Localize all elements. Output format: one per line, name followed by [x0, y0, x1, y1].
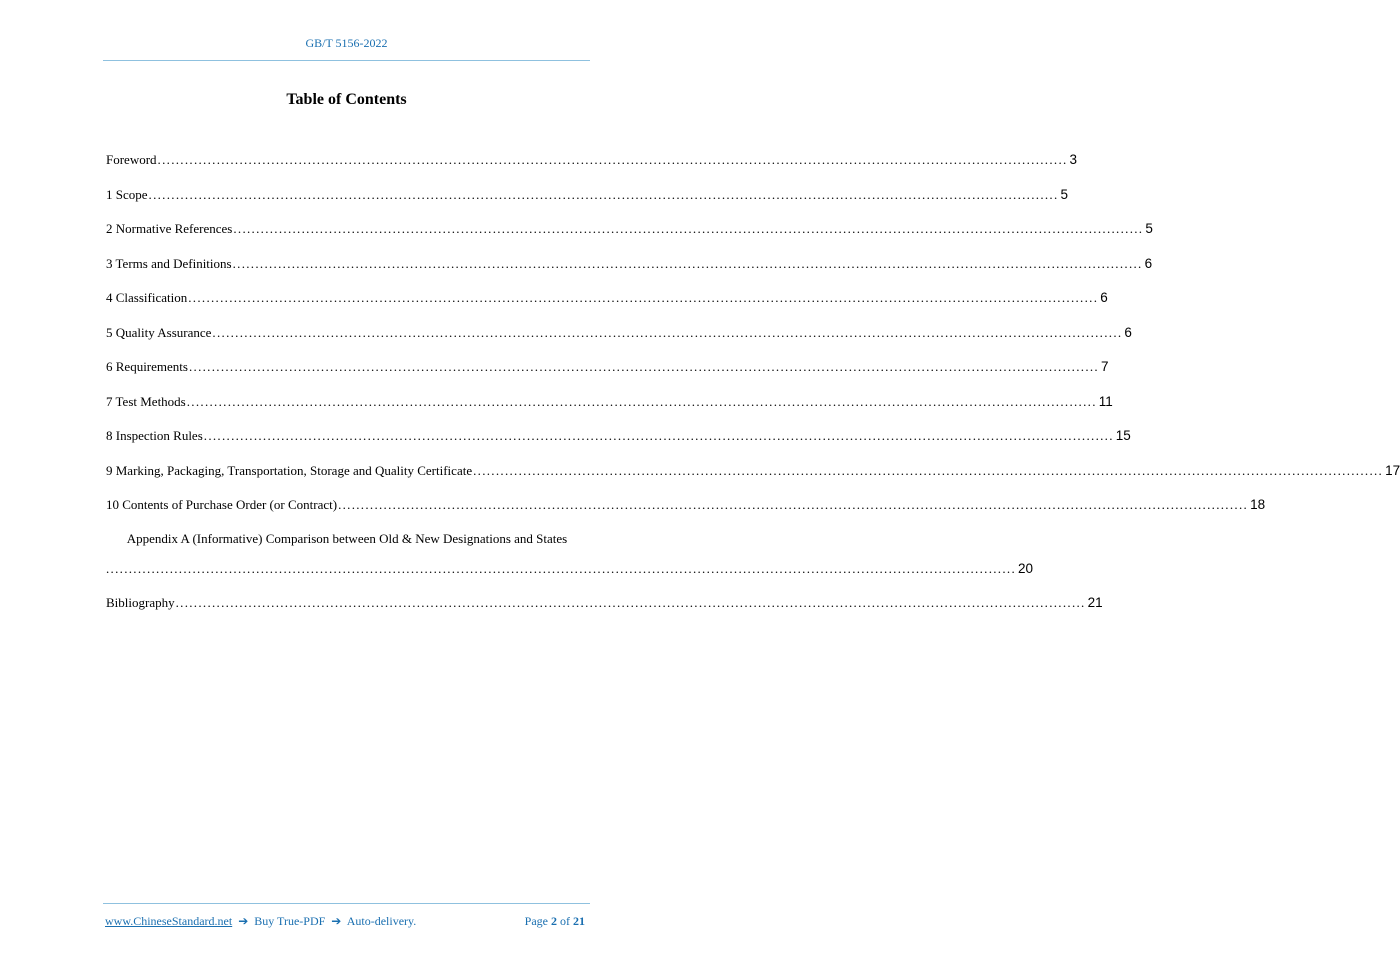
toc-entry-label: 5 Quality Assurance	[106, 324, 212, 340]
toc-dot-leader: ........................................................................................................................................................................................................	[186, 393, 1097, 409]
page-total: 21	[573, 914, 585, 928]
toc-entry-normative-references[interactable]	[106, 219, 1153, 239]
header-divider	[103, 60, 590, 61]
toc-dot-leader: ........................................................................................................................................................................................................	[473, 462, 1384, 478]
toc-dot-leader: ........................................................................................................................................................................................................	[175, 595, 1086, 610]
toc-entry-marking-packaging[interactable]	[106, 461, 1400, 481]
footer-purchase-line	[105, 914, 416, 929]
toc-entry-page: 7	[1100, 359, 1109, 374]
toc-entry-page: 6	[1144, 255, 1153, 271]
toc-dot-leader: ........................................................................................................................................................................................................	[188, 290, 1099, 305]
toc-entry-terms-and-definitions[interactable]	[106, 254, 1153, 274]
running-header: GB/T 5156-2022	[305, 36, 388, 50]
toc-entry-label: Bibliography	[106, 595, 175, 610]
site-link[interactable]: www.ChineseStandard.net	[105, 914, 233, 928]
page-number	[525, 914, 585, 929]
toc-entry-page: 6	[1100, 290, 1108, 305]
toc-entry-label: 8 Inspection Rules	[106, 428, 203, 443]
toc-entry-page: 20	[1018, 560, 1034, 576]
toc-dot-leader: ........................................................................................................................................................................................................	[233, 221, 1144, 236]
toc-entry-bibliography[interactable]	[106, 593, 1103, 613]
toc-entry-page: 15	[1115, 428, 1131, 443]
toc-entry-label: 6 Requirements	[106, 359, 188, 374]
toc-list	[106, 150, 1400, 628]
toc-entry-label: 4 Classification	[106, 290, 188, 305]
toc-entry-label: 9 Marking, Packaging, Transportation, Storage and Quality Certificate	[106, 462, 473, 478]
toc-dot-leader: ........................................................................................................................................................................................................	[157, 152, 1068, 167]
toc-entry-quality-assurance[interactable]	[106, 323, 1132, 343]
page-word: Page	[524, 914, 548, 928]
toc-entry-label: 1 Scope	[106, 186, 148, 202]
toc-entry-page: 3	[1069, 152, 1078, 167]
toc-dot-leader: ........................................................................................................................................................................................................	[188, 359, 1099, 374]
toc-entry-requirements[interactable]	[106, 357, 1109, 377]
toc-dot-leader: ........................................................................................................................................................................................................	[232, 255, 1143, 271]
toc-dot-leader: ........................................................................................................................................................................................................	[106, 560, 1016, 576]
page-of: of	[560, 914, 570, 928]
toc-entry-page: 18	[1250, 497, 1266, 512]
toc-entry-page: 5	[1145, 221, 1153, 236]
toc-entry-label: 3 Terms and Definitions	[106, 255, 232, 271]
toc-entry-classification[interactable]	[106, 288, 1108, 308]
toc-entry-label: 2 Normative References	[106, 221, 233, 236]
footer-step-buy: Buy True-PDF	[254, 914, 326, 928]
toc-entry-appendix-a[interactable]	[106, 529, 1034, 579]
toc-entry-page: 11	[1098, 393, 1113, 409]
arrow-right-icon: ➔	[331, 914, 342, 928]
toc-entry-inspection-rules[interactable]	[106, 426, 1131, 446]
toc-entry-label: 7 Test Methods	[106, 393, 186, 409]
toc-entry-page: 21	[1087, 595, 1103, 610]
toc-dot-leader: ........................................................................................................................................................................................................	[148, 186, 1059, 202]
toc-entry-test-methods[interactable]	[106, 392, 1113, 412]
toc-dot-leader: ........................................................................................................................................................................................................	[338, 497, 1249, 512]
footer-step-delivery: Auto-delivery.	[346, 914, 417, 928]
toc-dot-leader: ........................................................................................................................................................................................................	[212, 324, 1123, 340]
page-footer	[105, 914, 585, 929]
page-current: 2	[551, 914, 557, 928]
toc-entry-label: Foreword	[106, 152, 157, 167]
toc-entry-scope[interactable]	[106, 185, 1069, 205]
toc-entry-page: 6	[1124, 324, 1132, 340]
footer-divider	[103, 903, 590, 904]
toc-entry-page: 17	[1385, 462, 1400, 478]
toc-entry-page: 5	[1060, 186, 1069, 202]
toc-entry-purchase-order[interactable]	[106, 495, 1266, 515]
toc-entry-label: Appendix A (Informative) Comparison between Old & New Designations and States	[126, 530, 568, 546]
toc-title: Table of Contents	[286, 91, 407, 108]
arrow-right-icon: ➔	[238, 914, 249, 928]
toc-dot-leader: ........................................................................................................................................................................................................	[203, 428, 1114, 443]
toc-entry-foreword[interactable]	[106, 150, 1078, 170]
toc-entry-label: 10 Contents of Purchase Order (or Contract)	[106, 497, 338, 512]
